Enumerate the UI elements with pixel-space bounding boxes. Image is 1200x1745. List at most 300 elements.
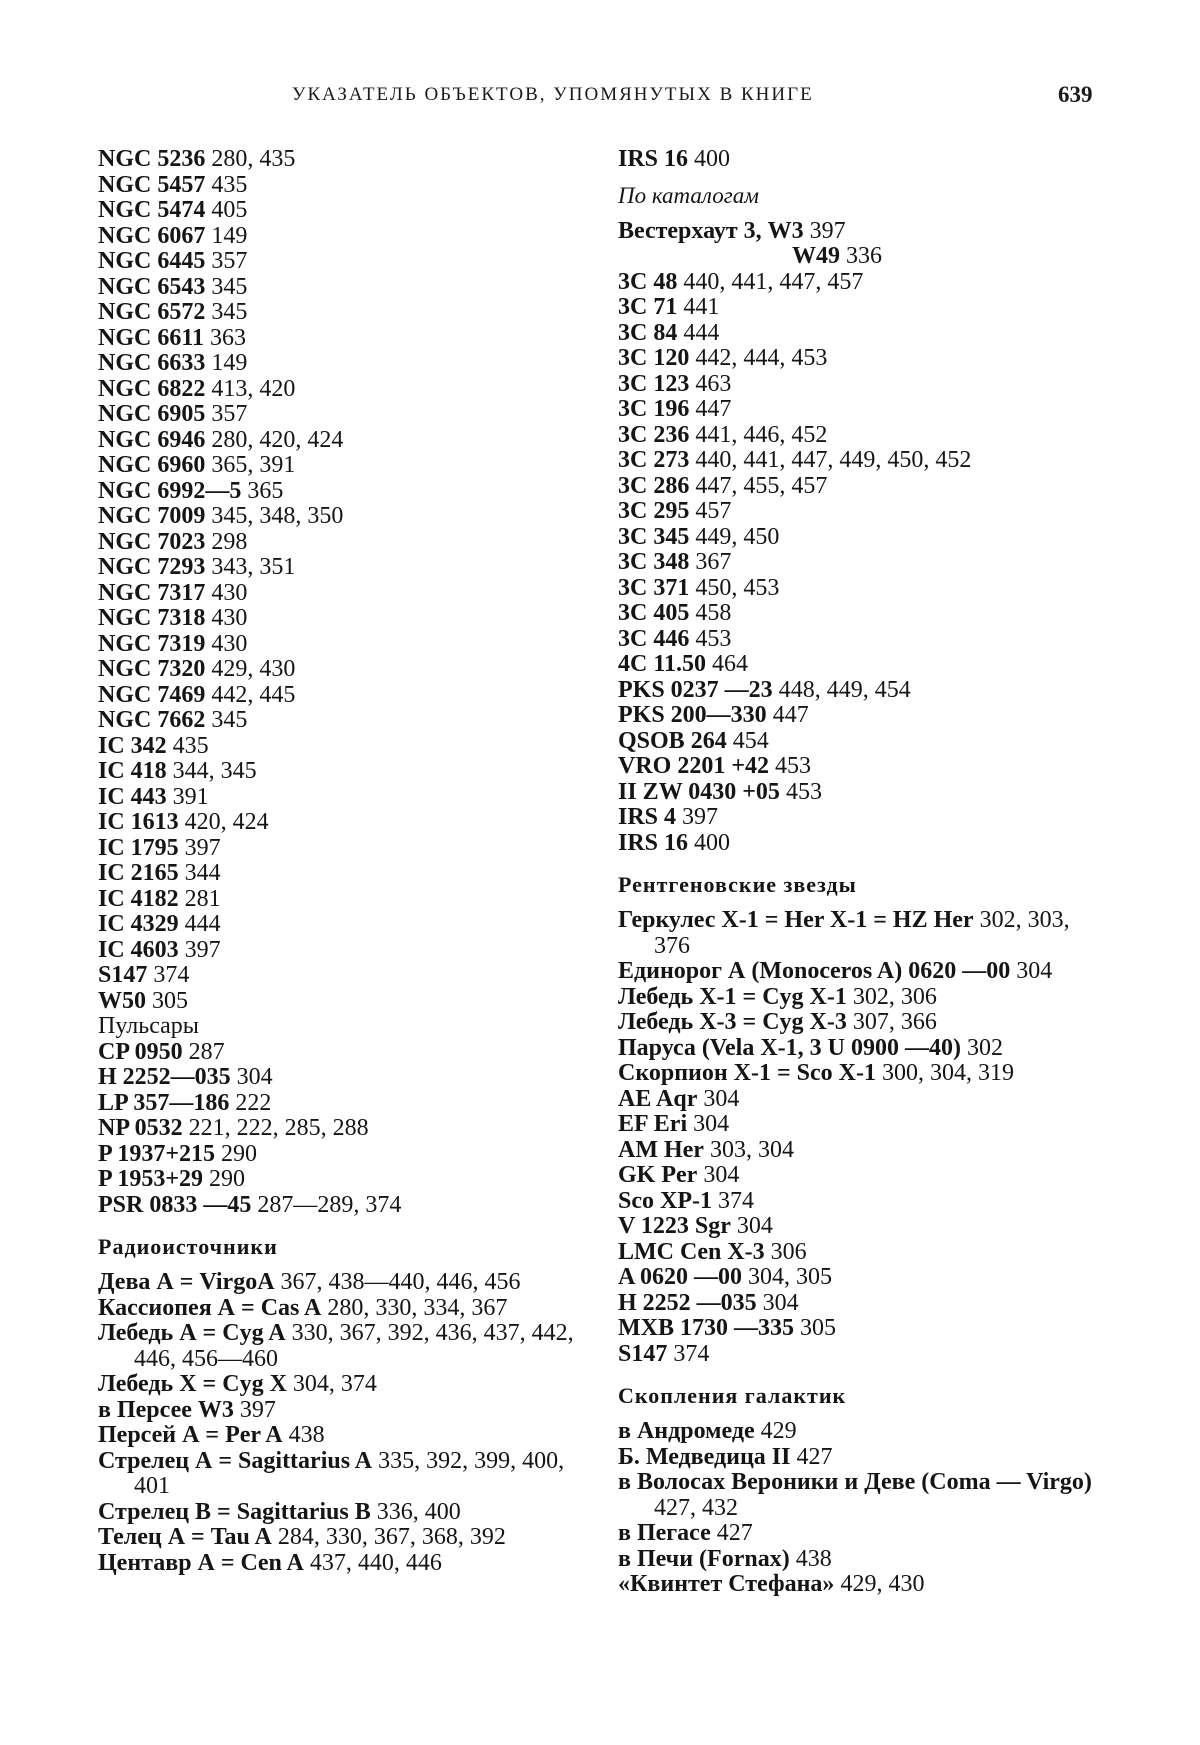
entry-name: NGC 5474 [98, 197, 206, 223]
entry-name: AM Her [618, 1136, 704, 1163]
entry-name: 3C 236 [618, 421, 690, 448]
index-entry [618, 754, 1100, 780]
index-entry [618, 423, 1100, 449]
entry-pages: 303, 304 [703, 1136, 794, 1163]
entry-name: Скорпион X-1 = Sco X-1 [618, 1060, 876, 1086]
entry-pages: 449, 450 [689, 523, 780, 550]
index-entry [618, 1112, 1100, 1138]
entry-pages: 298 [205, 528, 248, 555]
entry-name: V 1223 Sgr [618, 1213, 731, 1239]
entry-name: 3C 273 [618, 447, 690, 473]
index-entry [618, 1214, 1100, 1240]
index-entry [618, 1445, 1100, 1471]
entry-name: A 0620 —00 [618, 1264, 743, 1290]
entry-pages: 336 [840, 243, 882, 269]
entry-pages: 448, 449, 454 [772, 676, 911, 703]
index-entry [98, 861, 582, 887]
entry-pages: 413, 420 [205, 375, 296, 402]
right-column [618, 147, 1100, 1598]
entry-name: Геркулес X-1 = Her X-1 = HZ Her [618, 907, 974, 933]
entry-pages: 306 [764, 1238, 807, 1265]
entry-name: Sco XP-1 [618, 1187, 712, 1214]
entry-pages: 344 [178, 860, 221, 886]
radio-sources-heading: Радиоисточники [98, 1234, 278, 1259]
entry-name: в Андромеде [618, 1418, 755, 1444]
index-entry [98, 351, 582, 377]
entry-name: NGC 6543 [98, 273, 206, 300]
index-entry [98, 1142, 582, 1168]
entry-pages: 429 [754, 1418, 797, 1444]
index-entry [618, 805, 1100, 831]
entry-name: в Волосах Вероники и Деве (Coma — Virgo) [618, 1469, 1092, 1495]
radio-sources-list [98, 1270, 582, 1576]
entry-name: NGC 6960 [98, 452, 206, 478]
index-entry [98, 708, 582, 734]
entry-pages: 149 [205, 350, 248, 376]
entry-name: Лебедь А = Cyg A [98, 1320, 286, 1346]
entry-name: Лебедь X-3 = Cyg X-3 [618, 1009, 847, 1035]
entry-name: в Печи (Fornax) [618, 1545, 790, 1572]
entry-name: Стрелец B = Sagittarius B [98, 1498, 371, 1525]
entry-name: в Пегасе [618, 1520, 711, 1546]
entry-pages: 222 [229, 1089, 272, 1116]
catalog-list [618, 219, 1100, 857]
index-entry [98, 377, 582, 403]
index-entry [98, 1525, 582, 1551]
entry-pages: 447 [766, 702, 809, 728]
entry-name: IC 4329 [98, 911, 179, 937]
entry-pages: 357 [205, 401, 248, 427]
index-entry [618, 627, 1100, 653]
entry-name: 3C 345 [618, 523, 690, 550]
entry-pages: 444 [178, 911, 221, 937]
entry-pages: 427, 432 [654, 1469, 1098, 1521]
entry-name: H 2252—035 [98, 1064, 231, 1090]
entry-pages: 458 [689, 600, 732, 626]
entry-name: Телец А = Tau A [98, 1524, 272, 1550]
index-entry [618, 244, 1100, 270]
index-entry [618, 703, 1100, 729]
entry-name: Персей А = Per A [98, 1422, 283, 1448]
entry-name: NGC 6905 [98, 401, 206, 427]
index-entry [98, 504, 582, 530]
entry-pages: 464 [706, 651, 749, 677]
entry-name: NGC 7320 [98, 656, 206, 682]
entry-name: W50 [98, 987, 146, 1014]
index-entry [98, 632, 582, 658]
index-entry [98, 275, 582, 301]
index-entry [618, 499, 1100, 525]
entry-name: GK Per [618, 1162, 698, 1188]
index-entry [618, 1163, 1100, 1189]
entry-pages: 430 [205, 605, 248, 631]
index-entry [98, 989, 582, 1015]
index-entry [98, 173, 582, 199]
index-entry [98, 785, 582, 811]
entry-name: NGC 7009 [98, 503, 206, 529]
entry-pages: 284, 330, 367, 368, 392 [271, 1524, 506, 1550]
entry-name: NP 0532 [98, 1115, 183, 1141]
index-entry [618, 601, 1100, 627]
entry-name: Дева А = VirgoA [98, 1269, 275, 1295]
entry-name: H 2252 —035 [618, 1289, 757, 1316]
entry-pages: 304 [697, 1085, 740, 1112]
entry-pages: 447, 455, 457 [689, 472, 828, 499]
entry-pages: 450, 453 [689, 574, 780, 601]
entry-pages: 397 [803, 217, 846, 244]
entry-pages: 335, 392, 399, 400, 401 [134, 1447, 571, 1499]
index-entry [98, 224, 582, 250]
entry-name: IC 4182 [98, 885, 179, 912]
entry-pages: 300, 304, 319 [876, 1060, 1014, 1086]
index-entry [98, 683, 582, 709]
index-entry [98, 1091, 582, 1117]
entry-name: MXB 1730 —335 [618, 1315, 794, 1341]
index-entry [98, 1065, 582, 1091]
index-entry [618, 985, 1100, 1011]
index-entry [98, 530, 582, 556]
entry-pages: 336, 400 [370, 1498, 461, 1525]
entry-name: «Квинтет Стефана» [618, 1571, 835, 1597]
entry-pages: 367, 438—440, 446, 456 [274, 1269, 521, 1295]
index-entry [98, 1296, 582, 1322]
entry-pages: 429, 430 [834, 1571, 925, 1597]
entry-pages: 290 [203, 1166, 246, 1192]
entry-name: LMC Cen X-3 [618, 1238, 765, 1265]
index-entry [98, 249, 582, 275]
entry-pages: 305 [794, 1315, 836, 1341]
index-entry [618, 1547, 1100, 1573]
index-entry [98, 479, 582, 505]
entry-name: Лебедь X-1 = Cyg X-1 [618, 983, 847, 1010]
index-entry [618, 525, 1100, 551]
index-entry [618, 831, 1100, 857]
entry-pages: 365, 391 [205, 452, 296, 478]
entry-pages: 405 [205, 197, 248, 223]
entry-pages: 302, 306 [846, 983, 937, 1010]
entry-pages: 430 [205, 579, 248, 606]
index-entry [98, 1270, 582, 1296]
page-title: УКАЗАТЕЛЬ ОБЪЕКТОВ, УПОМЯНУТЫХ В КНИГЕ [292, 84, 814, 105]
entry-pages: 290 [215, 1140, 258, 1167]
entry-name: Вестерхаут 3, W3 [618, 217, 804, 244]
index-entry [98, 759, 582, 785]
entry-name: 4C 11.50 [618, 651, 707, 677]
entry-pages: 345, 348, 350 [205, 503, 344, 529]
entry-pages: 429, 430 [205, 656, 296, 682]
entry-name: 3C 286 [618, 472, 690, 499]
entry-name: NGC 6992—5 [98, 477, 242, 504]
entry-name: PKS 200—330 [618, 702, 767, 728]
entry-pages: 304 [687, 1111, 730, 1137]
page-header [0, 84, 1200, 120]
entry-name: S147 [618, 1340, 668, 1367]
entry-pages: 440, 441, 447, 449, 450, 452 [689, 447, 972, 473]
index-entry [98, 1321, 582, 1372]
entry-pages: 357 [205, 248, 248, 274]
index-entry [618, 270, 1100, 296]
index-entry [98, 1423, 582, 1449]
pulsars-heading: Пульсары [98, 1013, 199, 1039]
entry-pages: 463 [689, 370, 732, 397]
index-entry [98, 147, 582, 173]
index-entry [98, 836, 582, 862]
entry-pages: 304 [756, 1289, 799, 1316]
entry-name: IRS 4 [618, 804, 677, 830]
entry-pages: 444 [677, 319, 720, 346]
index-entry [618, 1291, 1100, 1317]
entry-name: AE Aqr [618, 1085, 698, 1112]
index-entry [618, 729, 1100, 755]
index-entry [618, 448, 1100, 474]
index-entry [98, 1500, 582, 1526]
entry-name: Лебедь X = Cyg X [98, 1371, 287, 1397]
entry-pages: 453 [689, 625, 732, 652]
entry-name: Кассиопея А = Cas A [98, 1294, 322, 1321]
entry-pages: 221, 222, 285, 288 [182, 1115, 369, 1141]
entry-name: 3C 371 [618, 574, 690, 601]
entry-name: S147 [98, 962, 148, 988]
index-entry [98, 555, 582, 581]
entry-pages: 304 [730, 1213, 773, 1239]
entry-name: IRS 16 [618, 146, 689, 172]
entry-name: 3C 71 [618, 294, 678, 320]
entry-name: Б. Медведица II [618, 1443, 791, 1470]
entry-name: NGC 7318 [98, 605, 206, 631]
xray-stars-heading: Рентгеновские звезды [618, 872, 857, 897]
entry-pages: 365 [241, 477, 284, 504]
index-entry [98, 963, 582, 989]
entry-pages: 427 [710, 1520, 753, 1546]
index-entry [618, 1342, 1100, 1368]
entry-name: в Персее W3 [98, 1396, 234, 1423]
index-entry [98, 402, 582, 428]
entry-name: 3C 123 [618, 370, 690, 397]
entry-name: Паруса (Vela X-1, 3 U 0900 —40) [618, 1034, 961, 1061]
index-entry [618, 1470, 1100, 1521]
index-entry [618, 652, 1100, 678]
entry-name: NGC 5236 [98, 146, 206, 172]
entry-pages: 343, 351 [205, 554, 296, 580]
index-entry [618, 346, 1100, 372]
index-entry [98, 734, 582, 760]
entry-pages: 367 [689, 549, 732, 575]
entry-name: QSOB 264 [618, 727, 727, 754]
index-entry [98, 1167, 582, 1193]
entry-name: IC 2165 [98, 860, 179, 886]
index-entry [98, 912, 582, 938]
galaxy-clusters-heading: Скопления галактик [618, 1383, 847, 1408]
entry-pages: 438 [282, 1422, 325, 1448]
entry-name: P 1953+29 [98, 1166, 204, 1192]
entry-name: 3C 446 [618, 625, 690, 652]
index-entry [618, 1521, 1100, 1547]
entry-pages: 374 [147, 962, 190, 988]
entry-pages: 441 [677, 294, 720, 320]
entry-pages: 304 [230, 1064, 273, 1090]
entry-pages: 447 [689, 396, 732, 422]
entry-pages: 440, 441, 447, 457 [677, 268, 864, 295]
page-number: 639 [1058, 82, 1093, 107]
index-entry [618, 1087, 1100, 1113]
entry-pages: 280, 435 [205, 146, 296, 172]
index-entry [98, 657, 582, 683]
entry-name: NGC 7662 [98, 707, 206, 733]
index-entry [618, 550, 1100, 576]
entry-name: Единорог А (Monoceros A) 0620 —00 [618, 958, 1011, 984]
index-entry [618, 678, 1100, 704]
ngc-ic-list [98, 147, 582, 1014]
entry-pages: 302 [961, 1034, 1003, 1061]
entry-name: Стрелец А = Sagittarius A [98, 1447, 373, 1474]
index-entry [618, 474, 1100, 500]
entry-pages: 345 [205, 299, 248, 325]
entry-pages: 430 [205, 630, 248, 657]
entry-pages: 438 [789, 1545, 832, 1572]
index-entry [98, 198, 582, 224]
index-entry [98, 1398, 582, 1424]
entry-pages: 281 [178, 885, 221, 912]
entry-pages: 397 [178, 936, 221, 963]
entry-pages: 302, 303, 376 [654, 907, 1076, 959]
entry-name: NGC 7469 [98, 681, 206, 708]
index-entry [618, 1265, 1100, 1291]
entry-pages: 280, 330, 334, 367 [321, 1294, 508, 1321]
entry-pages: 304 [697, 1162, 740, 1188]
entry-name: IC 443 [98, 783, 167, 810]
index-entry [98, 453, 582, 479]
entry-pages: 345 [205, 273, 248, 300]
entry-pages: 442, 445 [205, 681, 296, 708]
index-entry [98, 1193, 582, 1219]
index-entry [98, 1551, 582, 1577]
index-entry [98, 606, 582, 632]
entry-pages: 304 [1010, 958, 1053, 984]
entry-name: 3C 84 [618, 319, 678, 346]
entry-name: IC 4603 [98, 936, 179, 963]
entry-pages: 435 [205, 171, 248, 198]
index-entry [618, 147, 1100, 173]
entry-name: 3C 48 [618, 268, 678, 295]
entry-pages: 304, 374 [286, 1371, 377, 1397]
index-entry [98, 887, 582, 913]
entry-pages: 345 [205, 707, 248, 733]
pulsar-list [98, 1040, 582, 1219]
entry-pages: 307, 366 [846, 1009, 937, 1035]
entry-name: P 1937+215 [98, 1140, 216, 1167]
entry-pages: 149 [205, 222, 248, 249]
entry-pages: 435 [166, 732, 209, 759]
entry-name: PSR 0833 —45 [98, 1191, 252, 1218]
entry-name: IC 342 [98, 732, 167, 759]
entry-name: 3C 295 [618, 498, 690, 524]
entry-pages: 330, 367, 392, 436, 437, 442, 446, 456—460 [134, 1320, 580, 1372]
entry-pages: 304, 305 [742, 1264, 833, 1290]
index-entry [98, 938, 582, 964]
entry-pages: 374 [711, 1187, 754, 1214]
entry-name: 3C 405 [618, 600, 690, 626]
entry-name: IC 418 [98, 758, 167, 784]
index-entry [618, 295, 1100, 321]
index-entry [618, 959, 1100, 985]
entry-pages: 441, 446, 452 [689, 421, 828, 448]
entry-pages: 363 [204, 324, 247, 351]
right-top-list [618, 147, 1100, 173]
index-entry [98, 1040, 582, 1066]
index-entry [618, 1036, 1100, 1062]
entry-pages: 453 [779, 778, 822, 805]
xray-stars-list [618, 908, 1100, 1367]
index-entry [98, 326, 582, 352]
entry-pages: 374 [667, 1340, 710, 1367]
entry-pages: 427 [790, 1443, 833, 1470]
index-entry [618, 1240, 1100, 1266]
entry-pages: 453 [769, 753, 812, 779]
entry-name: PKS 0237 —23 [618, 676, 773, 703]
entry-name: W49 [792, 243, 840, 269]
entry-pages: 287—289, 374 [251, 1191, 402, 1218]
entry-name: NGC 7317 [98, 579, 206, 606]
index-entry [98, 428, 582, 454]
index-entry [618, 372, 1100, 398]
entry-name: 3C 196 [618, 396, 690, 422]
entry-pages: 305 [146, 987, 188, 1014]
index-entry [618, 908, 1100, 959]
entry-name: NGC 6946 [98, 426, 206, 453]
entry-name: NGC 6822 [98, 375, 206, 402]
entry-pages: 454 [726, 727, 769, 754]
entry-name: NGC 6633 [98, 350, 206, 376]
entry-pages: 397 [676, 804, 719, 830]
index-entry [618, 321, 1100, 347]
index-entry [618, 1189, 1100, 1215]
left-column [98, 147, 582, 1576]
entry-pages: 437, 440, 446 [303, 1549, 442, 1576]
catalog-heading: По каталогам [618, 182, 759, 208]
entry-pages: 420, 424 [178, 809, 269, 835]
index-entry [618, 219, 1100, 245]
entry-name: IRS 16 [618, 829, 689, 856]
entry-name: NGC 6067 [98, 222, 206, 249]
index-entry [618, 1419, 1100, 1445]
index-entry [98, 300, 582, 326]
galaxy-clusters-list [618, 1419, 1100, 1598]
index-entry [618, 576, 1100, 602]
entry-name: 3C 120 [618, 345, 690, 371]
index-entry [618, 780, 1100, 806]
index-entry [98, 1372, 582, 1398]
index-entry [98, 810, 582, 836]
entry-name: 3C 348 [618, 549, 690, 575]
index-entry [98, 1116, 582, 1142]
index-entry [618, 1316, 1100, 1342]
entry-pages: 344, 345 [166, 758, 257, 784]
entry-name: IC 1613 [98, 809, 179, 835]
entry-name: Центавр А = Cen A [98, 1549, 304, 1576]
entry-pages: 397 [178, 834, 221, 861]
entry-pages: 280, 420, 424 [205, 426, 344, 453]
entry-name: NGC 6445 [98, 248, 206, 274]
index-entry [618, 397, 1100, 423]
entry-pages: 397 [233, 1396, 276, 1423]
entry-name: NGC 6611 [98, 324, 205, 351]
entry-name: EF Eri [618, 1111, 688, 1137]
index-entry [618, 1572, 1100, 1598]
index-entry [618, 1010, 1100, 1036]
entry-name: NGC 7293 [98, 554, 206, 580]
entry-name: NGC 6572 [98, 299, 206, 325]
entry-name: NGC 7023 [98, 528, 206, 555]
